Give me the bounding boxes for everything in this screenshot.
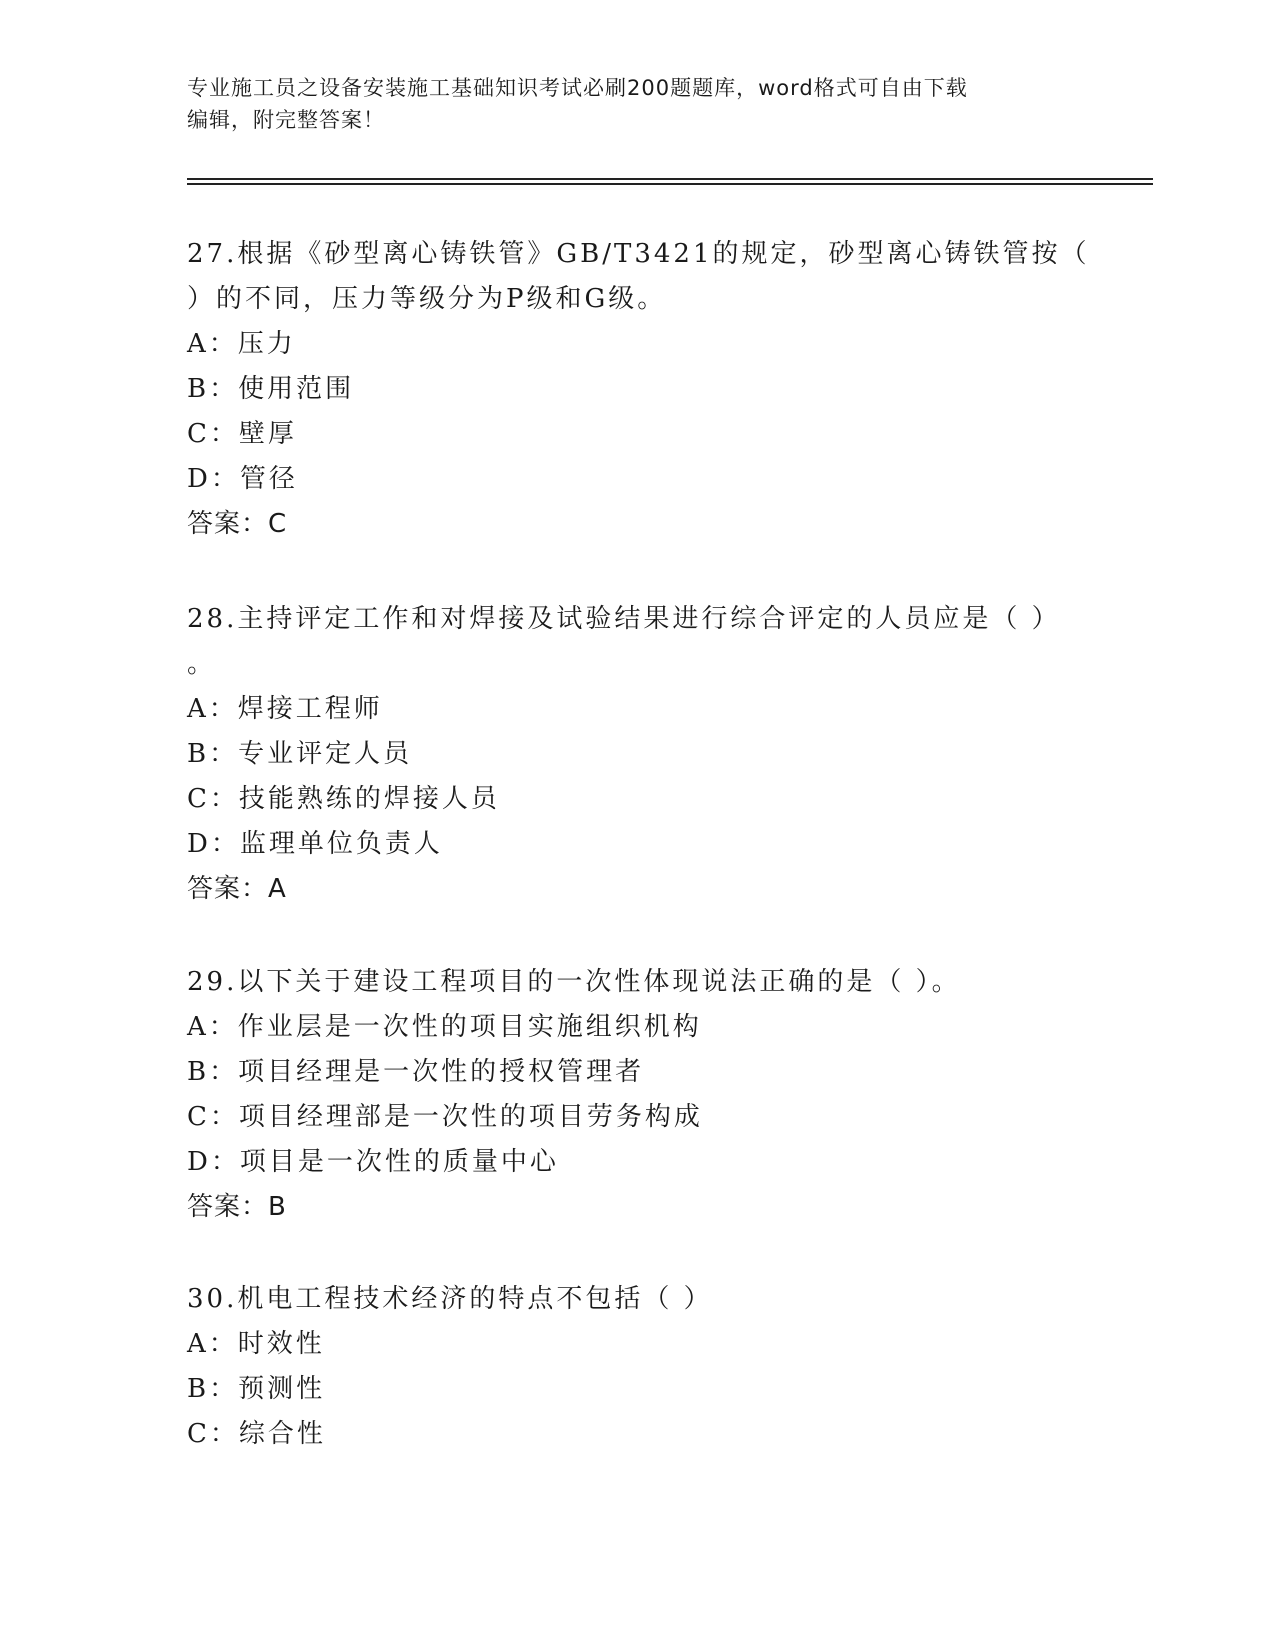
header-divider-bottom — [187, 183, 1153, 185]
question-30 — [187, 1277, 1087, 1457]
option-c: C：项目经理部是一次性的项目劳务构成 — [187, 1102, 703, 1132]
option-c: C：壁厚 — [187, 419, 297, 449]
question-stem-line: 30.机电工程技术经济的特点不包括（ ） — [187, 1284, 713, 1314]
question-stem-line: 。 — [187, 649, 217, 679]
option-b: B：项目经理是一次性的授权管理者 — [187, 1057, 645, 1087]
question-stem-line: 29.以下关于建设工程项目的一次性体现说法正确的是（ ）。 — [187, 967, 961, 997]
option-b: B：预测性 — [187, 1374, 326, 1404]
answer: 答案：A — [187, 874, 287, 904]
option-a: A：作业层是一次性的项目实施组织机构 — [187, 1012, 702, 1042]
option-b: B：专业评定人员 — [187, 739, 413, 769]
question-stem-line: 28.主持评定工作和对焊接及试验结果进行综合评定的人员应是（ ） — [187, 604, 1061, 634]
option-c: C：技能熟练的焊接人员 — [187, 784, 500, 814]
answer: 答案：B — [187, 1192, 287, 1222]
option-c: C：综合性 — [187, 1419, 326, 1449]
option-a: A：焊接工程师 — [187, 694, 383, 724]
question-stem-line: ）的不同，压力等级分为P级和G级。 — [187, 284, 667, 314]
header-divider-top — [187, 178, 1153, 180]
header-line-1: 专业施工员之设备安装施工基础知识考试必刷200题题库，word格式可自由下载 — [187, 76, 968, 100]
option-d: D：监理单位负责人 — [187, 829, 443, 859]
question-27 — [187, 232, 1090, 547]
header-line-2: 编辑，附完整答案！ — [187, 108, 385, 132]
option-d: D：项目是一次性的质量中心 — [187, 1147, 559, 1177]
question-stem-line: 27.根据《砂型离心铸铁管》GB/T3421的规定，砂型离心铸铁管按（ — [187, 239, 1090, 269]
option-a: A：时效性 — [187, 1329, 325, 1359]
question-28 — [187, 597, 1087, 912]
answer: 答案：C — [187, 509, 288, 539]
option-d: D：管径 — [187, 464, 298, 494]
option-b: B：使用范围 — [187, 374, 355, 404]
question-29 — [187, 960, 1087, 1230]
option-a: A：压力 — [187, 329, 296, 359]
document-header — [187, 72, 1087, 136]
